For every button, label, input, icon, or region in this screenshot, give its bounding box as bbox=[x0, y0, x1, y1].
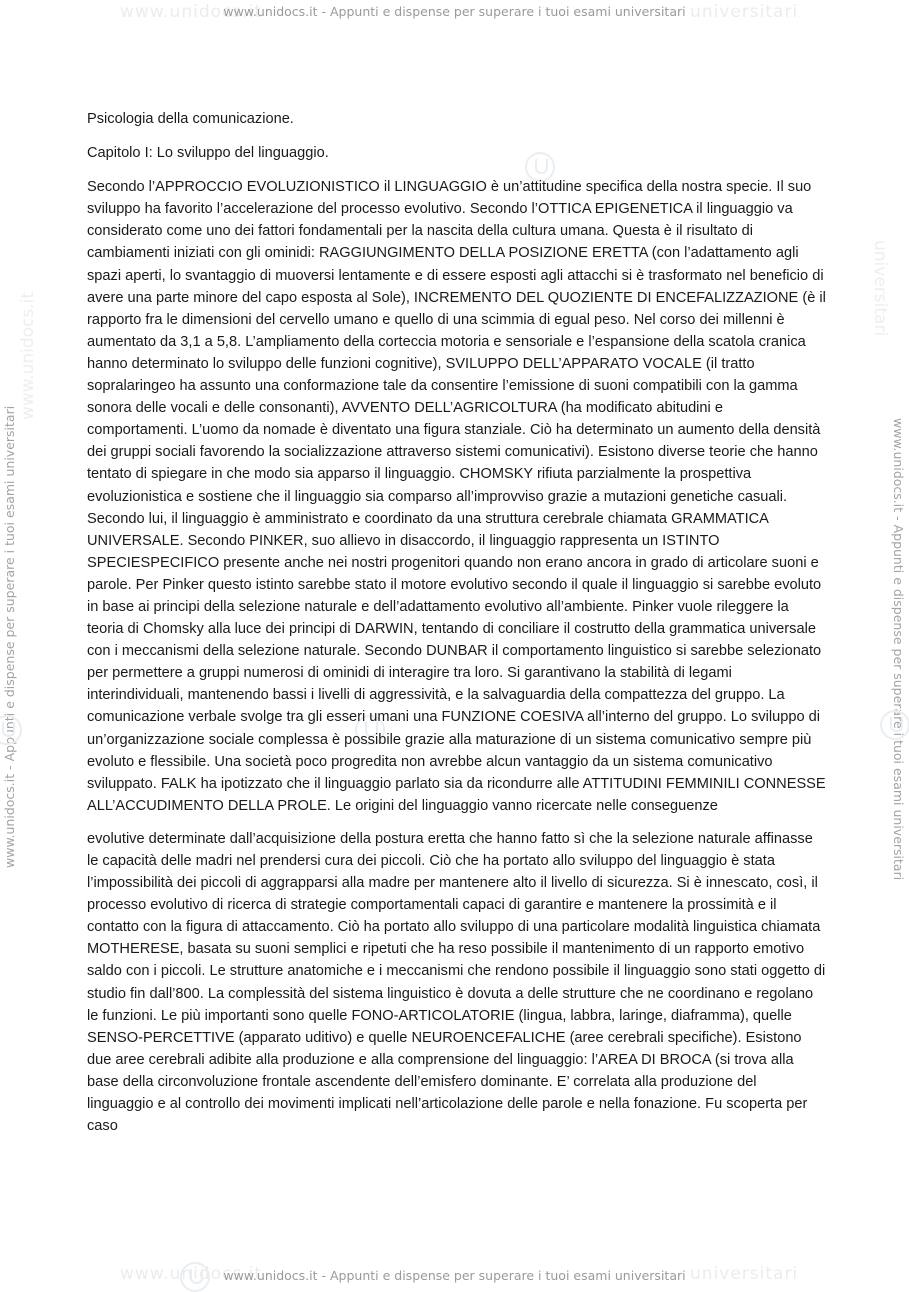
unidocs-logo-icon bbox=[0, 715, 22, 745]
chapter-heading: Capitolo I: Lo sviluppo del linguaggio. bbox=[87, 145, 329, 162]
paragraph: evolutive determinate dall’acquisizione della postura eretta che hanno fatto sì che la selezione naturale affinasse le capacità delle madri nel prendersi cura dei piccoli. Ciò che ha portato allo sviluppo del linguaggio è stata l’impossibilità dei piccoli di aggrapparsi alla madre per mantenere alto il livello di sicurezza. Si è innescato, così, il processo evolutivo di ricerca di strategie comportamentali capaci di garantire e mantenere la prossimità e il contatto con la figura di attaccamento. Ciò ha portato allo sviluppo di una particolare modalità linguistica chiamata MOTHERESE, basata su suoni semplici e ripetuti che ha reso possibile il mantenimento di un rapporto emotivo saldo con i piccoli. Le strutture anatomiche e i meccanismi che rendono possibile il linguaggio sono stati oggetto di studio fin dall’800. La complessità del sistema linguistico è dovuta a delle strutture che ne coordinano e regolano le funzioni. Le più importanti sono quelle FONO-ARTICOLATORIE (lingua, labbra, laringe, diaframma), quelle SENSO-PERCETTIVE (apparato uditivo) e quelle NEUROENCEFALICHE (aree cerebrali specifiche). Esistono due aree cerebrali adibite alla produzione e alla comprensione del linguaggio: l’AREA DI BROCA (si trova alla base della circonvoluzione frontale ascendente dell’emisfero dominante. E’ correlata alla produzione del linguaggio e al controllo dei movimenti implicati nell’articolazione delle parole e nella fonazione. Fu scoperta per caso bbox=[87, 830, 826, 1135]
watermark-side-right: www.unidocs.it - Appunti e dispense per superare i tuoi esami universitari bbox=[891, 418, 906, 881]
watermark-side-left: www.unidocs.it - Appunti e dispense per superare i tuoi esami universitari bbox=[2, 405, 17, 868]
unidocs-logo-icon bbox=[180, 1262, 210, 1292]
paragraph: Secondo l’APPROCCIO EVOLUZIONISTICO il LINGUAGGIO è un’attitudine specifica della nostra specie. Il suo sviluppo ha favorito l’accelerazione del processo evolutivo. Secondo l’OTTICA EPIGENETICA il linguaggio va considerato come uno dei fattori fondamentali per la nascita della cultura umana. Questa è il risultato di cambiamenti iniziati con gli ominidi: RAGGIUNGIMENTO DELLA POSIZIONE ERETTA (con l’adattamento agli spazi aperti, lo svantaggio di muoversi lentamente e di essere esposti agli attacchi si è trasformato nel beneficio di avere una parte minore del capo esposta al Sole), INCREMENTO DEL QUOZIENTE DI ENCEFALIZZAZIONE (è il rapporto fra le dimensioni del cervello umano e quello di una scimmia di egual peso. Nel corso dei millenni è aumentato da 3,1 a 5,8. L’ampliamento della corteccia motoria e sensoriale e l’espansione della scatola cranica hanno determinato lo sviluppo delle funzioni cognitive), SVILUPPO DELL’APPARATO VOCALE (il tratto sopralaringeo ha assunto una conformazione tale da consentire l’emissione di suoni compatibili con la gamma sonora delle vocali e delle consonanti), AVVENTO DELL’AGRICOLTURA (ha modificato abitudini e comportamenti. L’uomo da nomade è diventato una figura stanziale. Ciò ha determinato un aumento della densità dei gruppi sociali favorendo la socializzazione attraverso sistemi comunicativi). Esistono diverse teorie che hanno tentato di spiegare in che modo sia apparso il linguaggio. CHOMSKY rifiuta parzialmente la prospettiva evoluzionistica e sostiene che il linguaggio sia comparso all’improvviso grazie a mutazioni genetiche casuali. Secondo lui, il linguaggio è amministrato e coordinato da una struttura cerebrale chiamata GRAMMATICA UNIVERSALE. Secondo PINKER, suo allievo in disaccordo, il linguaggio rappresenta un ISTINTO SPECIESPECIFICO presente anche nei nostri progenitori quando non erano ancora in grado di articolare suoni e parole. Per Pinker questo istinto sarebbe stato il motore evolutivo secondo il quale il linguaggio si sarebbe evoluto in base ai principi della selezione naturale e dell’adattamento evolutivo all’ambiente. Pinker vuole rileggere la teoria di Chomsky alla luce dei principi di DARWIN, tentando di conciliare il costrutto della grammatica universale con i meccanismi della selezione naturale. Secondo DUNBAR il comportamento linguistico si sarebbe selezionato per permettere a gruppi numerosi di ominidi di interagire tra loro. Si garantivano la stabilità di legami interindividuali, mantenendo bassi i livelli di aggressività, e la salvaguardia della compattezza del gruppo. La comunicazione verbale svolge tra gli esseri umani una FUNZIONE COESIVA all’interno del gruppo. Lo sviluppo di un’organizzazione sociale complessa è possibile grazie alla maturazione di un sistema comunicativo sempre più evoluto e flessibile. Una società poco progredita non avrebbe alcun vantaggio da un sistema comunicativo sviluppato. FALK ha ipotizzato che il linguaggio parlato sia da ricondurre alle ATTITUDINI FEMMINILI CONNESSE ALL’ACCUDIMENTO DELLA PROLE. Le origini del linguaggio vanno ricercate nelle conseguenze bbox=[87, 179, 826, 814]
ghost-watermark-left-vertical: www.unidocs.it bbox=[18, 291, 38, 420]
watermark-footer: www.unidocs.it - Appunti e dispense per superare i tuoi esami universitari bbox=[223, 1268, 686, 1283]
ghost-watermark-top-right: universitari bbox=[690, 2, 799, 22]
ghost-watermark-bottom-right: universitari bbox=[690, 1264, 799, 1284]
document-body bbox=[87, 108, 827, 1137]
document-title: Psicologia della comunicazione. bbox=[87, 111, 294, 127]
ghost-watermark-bottom-left: www.unidocs.it bbox=[120, 1264, 263, 1284]
watermark-header: www.unidocs.it - Appunti e dispense per superare i tuoi esami universitari bbox=[223, 4, 686, 19]
ghost-watermark-right-vertical: universitari bbox=[870, 240, 890, 337]
unidocs-logo-icon bbox=[880, 710, 909, 740]
ghost-watermark-top-left: www.unidocs.it bbox=[120, 2, 263, 22]
